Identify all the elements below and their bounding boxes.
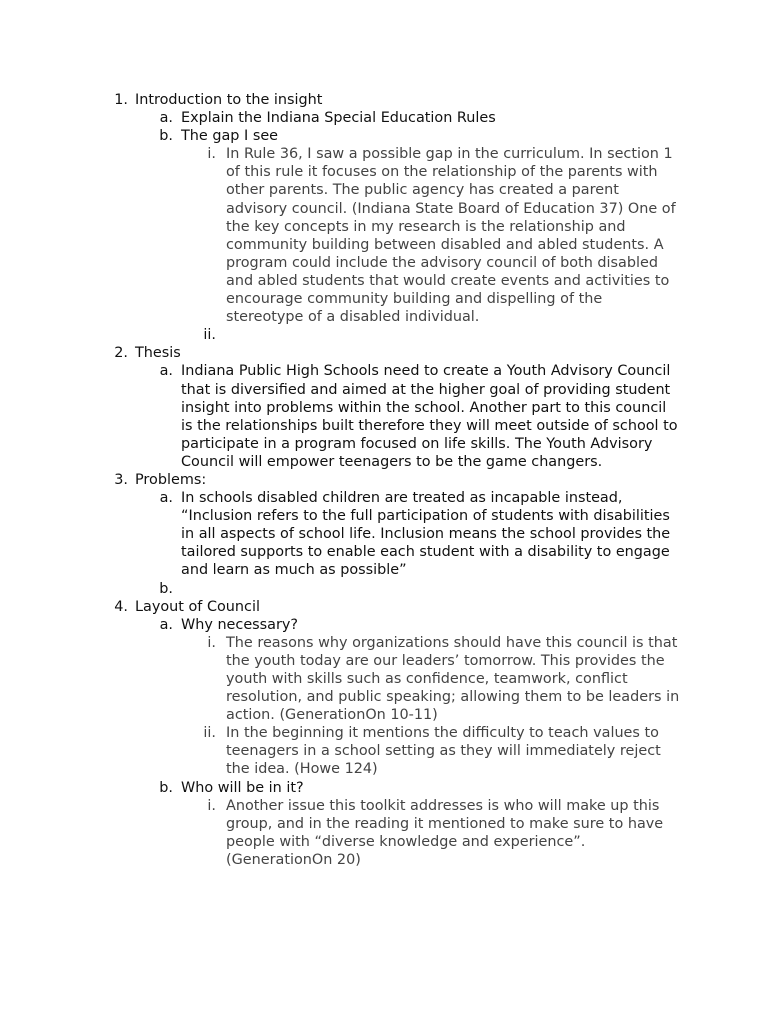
item-roman: ii. xyxy=(203,327,216,344)
item-letter: b. xyxy=(159,779,173,796)
item-roman: i. xyxy=(207,797,216,814)
outline-item-4b-i xyxy=(0,797,768,869)
outline-item-2a xyxy=(0,362,768,471)
item-text: In schools disabled children are treated as incapable instead, “Inclusion refers to the full participation of students with disabilities in all aspects of school life. Inclusion means the school provides the tailored supports to enable each student with a disability to engage and learn as much as possible” xyxy=(181,490,671,579)
item-text: In the beginning it mentions the difficulty to teach values to teenagers in a school setting as they will immediately reject the idea. (Howe 124) xyxy=(226,725,661,778)
item-text: In Rule 36, I saw a possible gap in the curriculum. In section 1 of this rule it focuses on the relationship of the parents with other parents. The public agency has created a parent advisory council. (Indiana State Board of Education 37) One of the key concepts in my research is the relationship and community building between disabled and abled students. A program could include the advisory council of both disabled and abled students that would create events and activities to encourage community building and dispelling of the stereotype of a disabled individual. xyxy=(226,146,676,326)
item-text: Another issue this toolkit addresses is who will make up this group, and in the reading it mentioned to make sure to have people with “diverse knowledge and experience”. (GenerationOn 20) xyxy=(226,797,664,868)
outline-item-3 xyxy=(0,471,768,489)
item-number: 3. xyxy=(114,471,128,488)
outline-item-1 xyxy=(0,91,768,109)
item-number: 1. xyxy=(114,92,128,108)
outline-item-1b-ii xyxy=(0,326,768,344)
outline-item-3b xyxy=(0,580,768,598)
item-roman: i. xyxy=(207,146,216,163)
item-number: 4. xyxy=(114,598,128,615)
item-letter: a. xyxy=(159,110,173,127)
item-text: Introduction to the insight xyxy=(135,92,323,108)
item-letter: a. xyxy=(159,490,173,507)
item-letter: b. xyxy=(159,128,173,145)
outline-item-1b xyxy=(0,127,768,145)
item-text xyxy=(181,580,681,598)
outline-item-4a xyxy=(0,616,768,634)
item-text: Who will be in it? xyxy=(181,779,304,796)
item-text: Thesis xyxy=(135,345,181,362)
item-letter: b. xyxy=(159,580,173,597)
item-text: Problems: xyxy=(135,471,207,488)
outline-item-2 xyxy=(0,344,768,362)
outline-item-4a-ii xyxy=(0,724,768,778)
outline-item-1b-i xyxy=(0,145,768,326)
item-text: The reasons why organizations should have this council is that the youth today are our leaders’ tomorrow. This provides the youth with skills such as confidence, teamwork, conflict resolution, and public speaking; allowing them to be leaders in action. (GenerationOn 10-11) xyxy=(226,634,680,724)
item-text: The gap I see xyxy=(181,128,279,145)
outline-item-4 xyxy=(0,598,768,616)
item-text: Layout of Council xyxy=(135,598,260,615)
outline-item-1a xyxy=(0,109,768,127)
outline-list xyxy=(0,91,768,869)
item-text: Indiana Public High Schools need to create a Youth Advisory Council that is diversified and aimed at the higher goal of providing student insight into problems within the school. Another part to this council is the relationships built therefore they will meet outside of school to participate in a program focused on life skills. The Youth Advisory Council will empower teenagers to be the game changers. xyxy=(181,363,678,470)
item-letter: a. xyxy=(159,616,173,633)
item-roman: ii. xyxy=(203,725,216,742)
item-text xyxy=(226,326,681,344)
outline-item-4a-i xyxy=(0,634,768,724)
item-text: Explain the Indiana Special Education Rules xyxy=(181,110,496,127)
item-roman: i. xyxy=(207,634,216,651)
item-text: Why necessary? xyxy=(181,616,299,633)
outline-item-4b xyxy=(0,779,768,797)
item-letter: a. xyxy=(159,363,173,380)
outline-item-3a xyxy=(0,489,768,579)
item-number: 2. xyxy=(114,345,128,362)
